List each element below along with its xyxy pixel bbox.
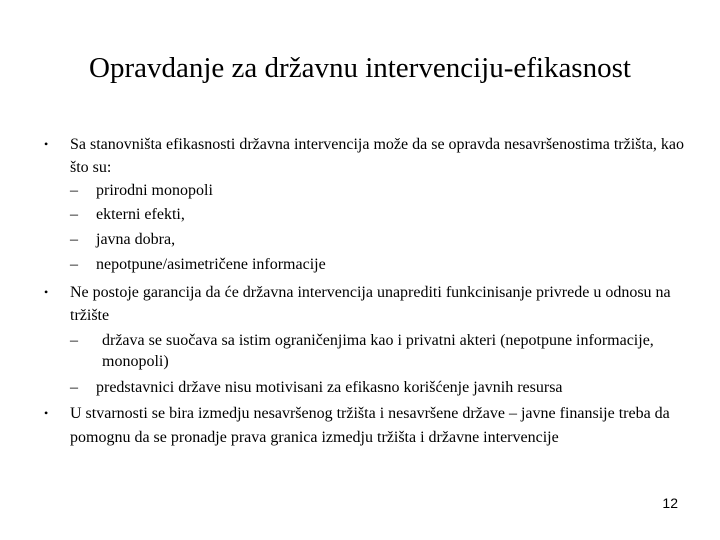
sub-item	[70, 330, 662, 372]
sub-item-marker: –	[70, 206, 78, 223]
sub-item-marker: –	[70, 182, 78, 199]
sub-item	[70, 253, 686, 276]
sub-item-text: javna dobra,	[96, 231, 176, 248]
sub-item	[70, 203, 686, 226]
page-number: 12	[662, 495, 678, 511]
sub-item-marker: –	[70, 379, 78, 396]
slide-title: Opravdanje za državnu intervenciju-efikasnost	[89, 52, 631, 84]
sub-item-marker: –	[70, 231, 78, 248]
sub-item-marker: –	[70, 256, 78, 273]
sub-item-marker: –	[70, 332, 78, 349]
sub-item	[70, 228, 686, 251]
sub-item-text: prirodni monopoli	[96, 182, 213, 199]
sub-item	[70, 179, 686, 202]
sub-item	[70, 376, 686, 399]
bullet-item	[44, 133, 685, 179]
bullet-text: Sa stanovništa efikasnosti državna intervencija može da se opravda nesavršenostima tržišta, kao što su:	[70, 136, 685, 176]
bullet-marker: •	[44, 137, 49, 151]
bullet-item	[44, 402, 685, 450]
sub-item-text: predstavnici države nisu motivisani za efikasno korišćenje javnih resursa	[96, 379, 563, 396]
bullet-text: U stvarnosti se bira izmedju nesavršenog tržišta i nesavršene države – javne finansije treba da pomognu da se pronadje prava granica izmedju tržišta i državne intervencije	[70, 405, 670, 446]
bullet-marker: •	[44, 406, 49, 420]
sub-item-text: ekterni efekti,	[96, 206, 185, 223]
bullet-item	[44, 281, 685, 327]
sub-item-text: država se suočava sa istim ograničenjima kao i privatni akteri (nepotpune informacije, monopoli)	[102, 332, 654, 370]
bullet-text: Ne postoje garancija da će državna intervencija unaprediti funkcinisanje privrede u odnosu na tržište	[70, 284, 671, 324]
bullet-marker: •	[44, 285, 49, 299]
sub-item-text: nepotpune/asimetričene informacije	[96, 256, 326, 273]
